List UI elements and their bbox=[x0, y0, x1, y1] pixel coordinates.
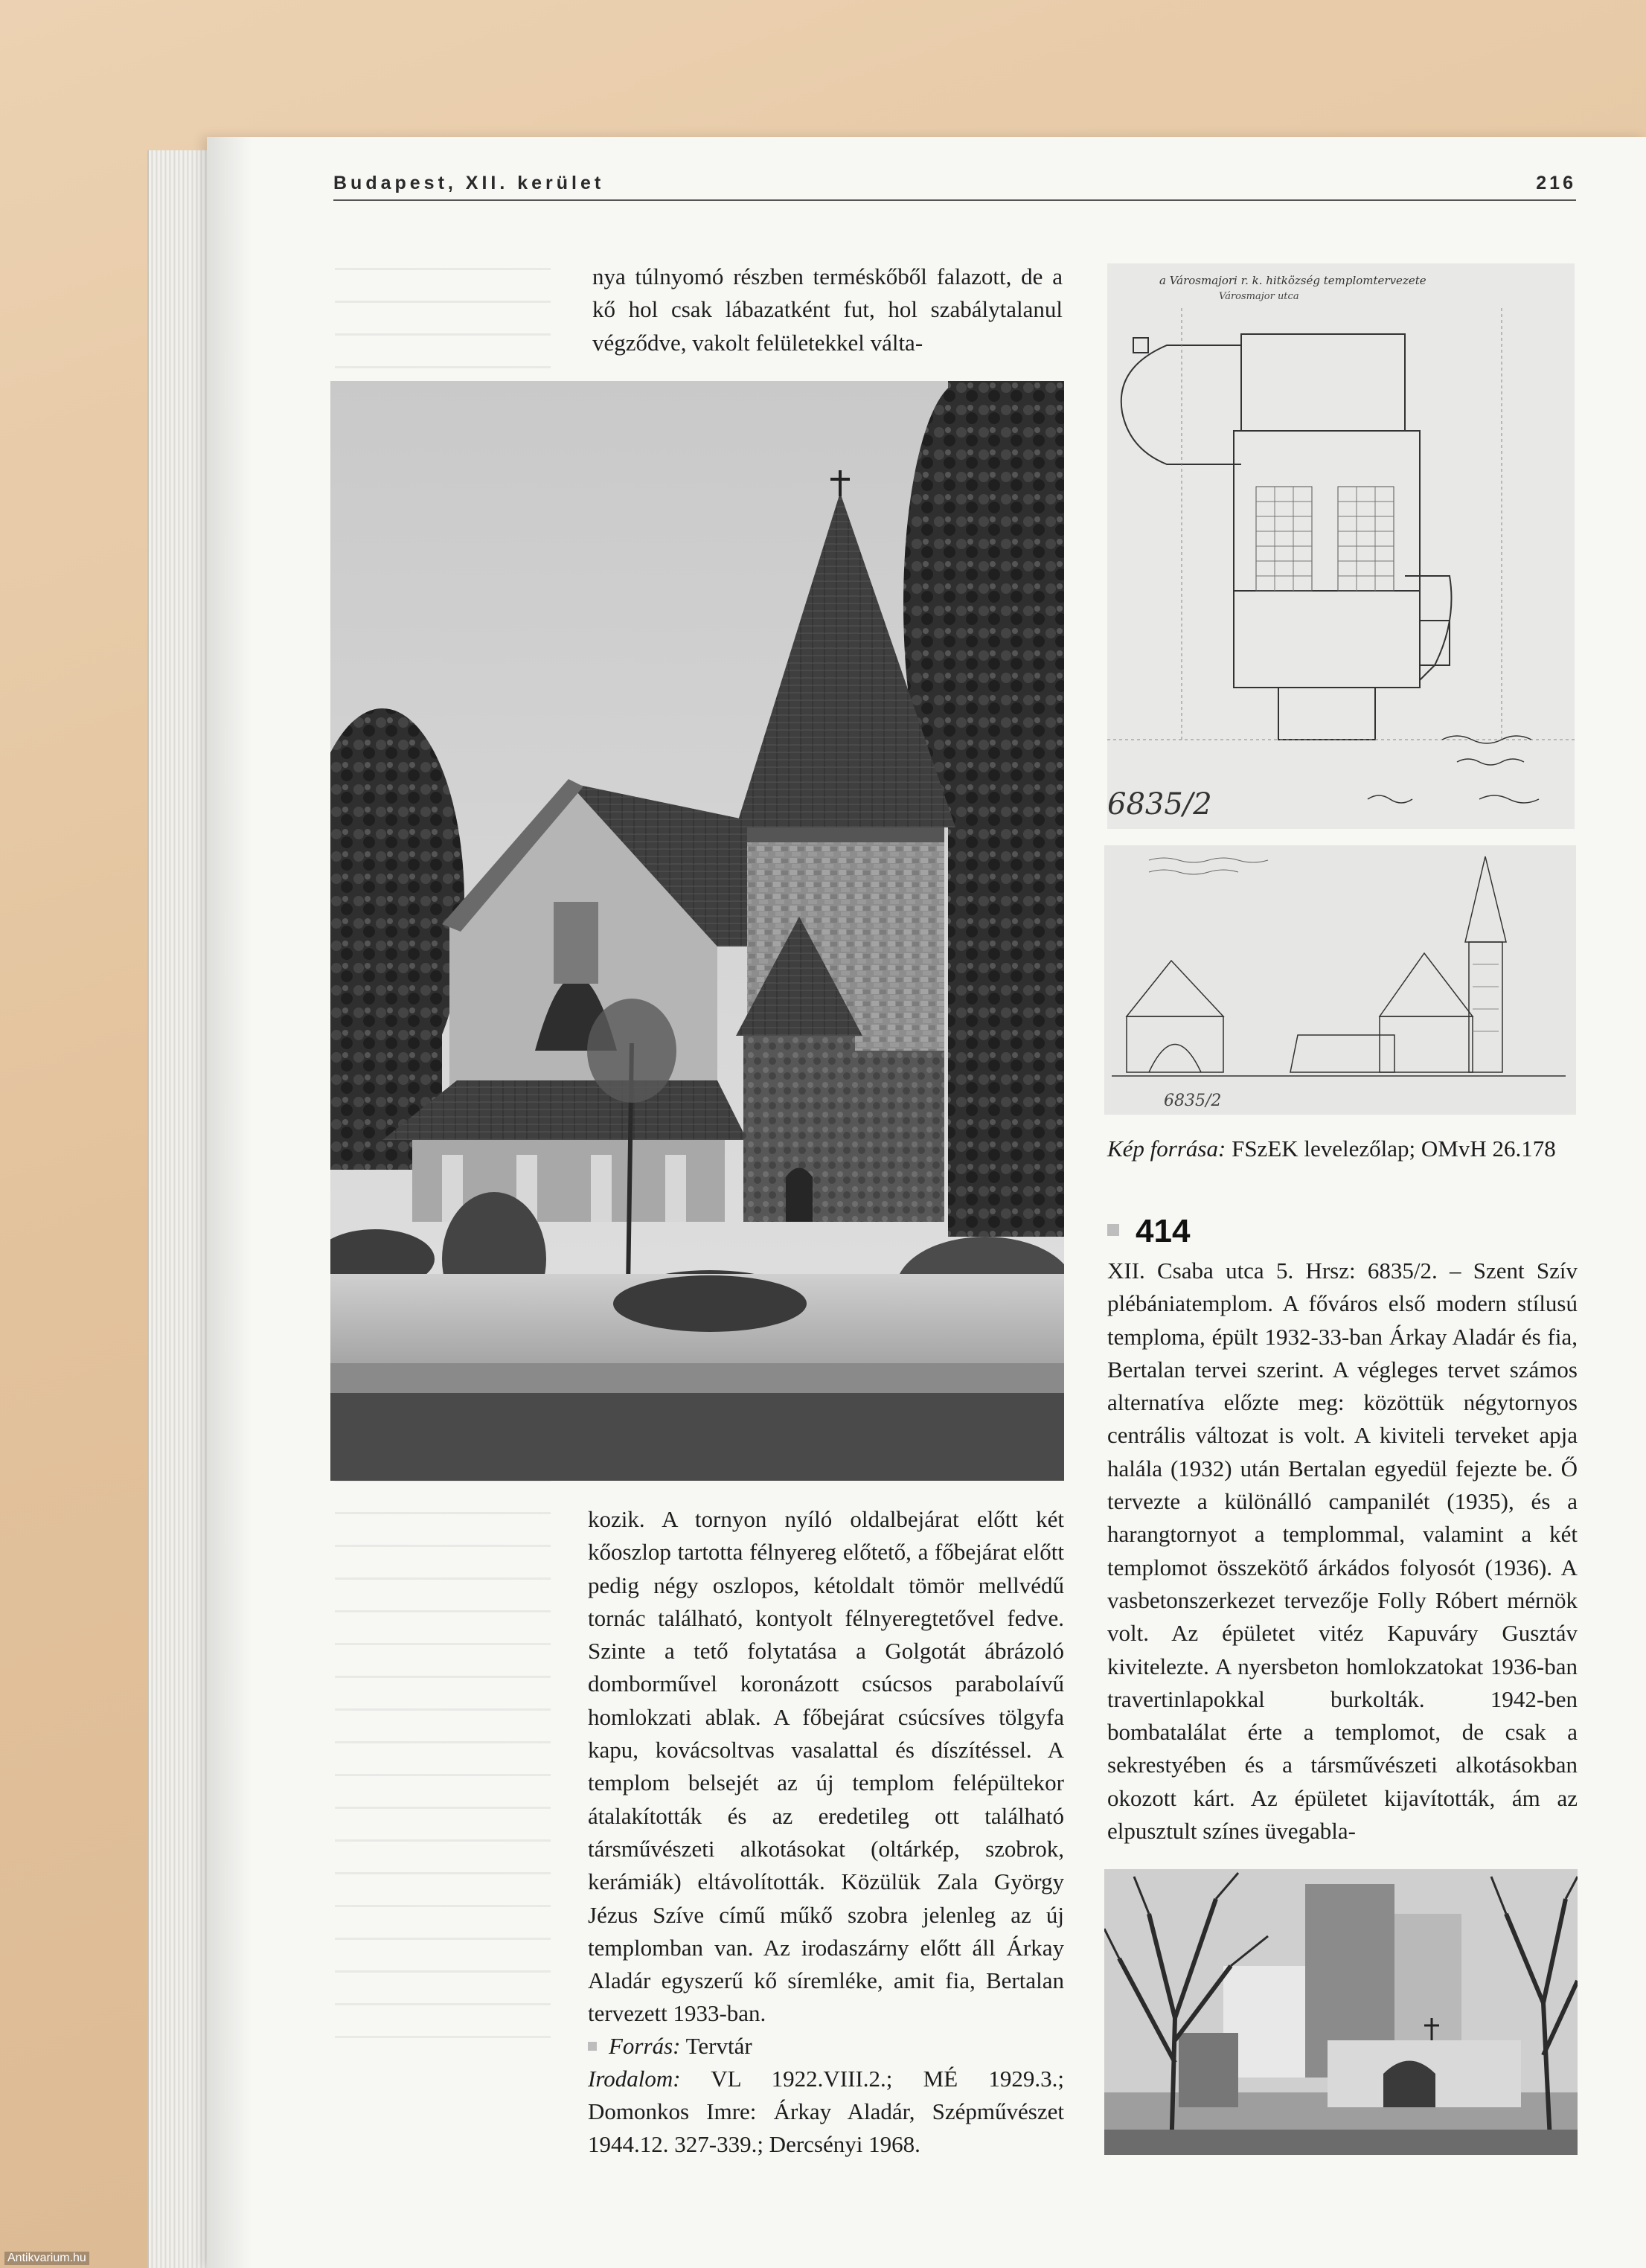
gutter-shadow bbox=[207, 137, 252, 2268]
modern-church-svg bbox=[1104, 1869, 1578, 2155]
running-head-title: Budapest, XII. kerület bbox=[333, 173, 605, 193]
source-value: Tervtár bbox=[680, 2033, 752, 2059]
caption-label: Kép forrása: bbox=[1107, 1135, 1226, 1162]
church-photo bbox=[330, 381, 1064, 1481]
entry-square-icon bbox=[1107, 1224, 1119, 1236]
paragraph-top: nya túlnyomó részben terméskőből falazott, de a kő hol csak lábazatként fut, hol szabálytalanul végződve, vakolt felületekkel válta- bbox=[592, 263, 1063, 356]
entry-heading bbox=[1107, 1213, 1190, 1253]
paragraph-middle: kozik. A tornyon nyíló oldalbejárat előtt két kőoszlop tartotta félnyereg előtető, a főbejárat előtt pedig négy oszlopos, kétoldalt tömör mellvédű tornác található, kontyolt félnyeregtetővel fedve. Szinte a tető folytatása a Golgotát ábrázoló domborművel koronázott csúcsos parabolaívű homlokzati ablak. A főbejárat csúcsíves tölgyfa kapu, kovácsoltvas vasalattal és díszítéssel. A templom belsejét az új templom felépültekor átalakították és az eredetileg ott található társművészeti alkotásokat (oltárkép, szobrok, kerámiák) eltávolították. Közülük Zala György Jézus Szíve című műkő szobra jelenleg az új templomban van. Az irodaszárny előtt áll Árkay Aladár egyszerű kő síremléke, amit fia, Bertalan tervezett 1933-ban. bbox=[588, 1506, 1064, 2027]
running-head bbox=[333, 173, 1576, 201]
watermark: Antikvarium.hu bbox=[4, 2252, 89, 2265]
bullet-square-icon bbox=[588, 2042, 597, 2051]
body-text-top bbox=[592, 260, 1063, 365]
references bbox=[588, 2030, 1064, 2161]
elevation-svg bbox=[1104, 845, 1576, 1115]
literature-value: VL 1922.VIII.2.; MÉ 1929.3.; Domonkos Imre: Árkay Aladár, Szépművészet 1944.12. 327-339.; Dercsényi 1968. bbox=[588, 2066, 1064, 2157]
page-number: 216 bbox=[1536, 173, 1576, 193]
plan-title: a Városmajori r. k. hitközség templomtervezete bbox=[1159, 274, 1426, 287]
image-caption bbox=[1107, 1134, 1578, 1164]
literature-label: Irodalom: bbox=[588, 2066, 681, 2092]
plan-lot-number: 6835/2 bbox=[1107, 787, 1212, 821]
source-line bbox=[588, 2030, 1064, 2063]
elevation-lot-number: 6835/2 bbox=[1164, 1092, 1222, 1110]
page-edges bbox=[147, 150, 216, 2268]
floor-plan-svg bbox=[1107, 263, 1575, 829]
literature-line bbox=[588, 2063, 1064, 2161]
elevation-drawing bbox=[1104, 845, 1576, 1115]
floor-plan-drawing bbox=[1107, 263, 1575, 829]
entry-paragraph: XII. Csaba utca 5. Hrsz: 6835/2. – Szent Szív plébániatemplom. A főváros első modern stílusú temploma, épült 1932-33-ban Árkay Aladár és fia, Bertalan tervei szerint. A végleges tervet számos alternatíva előzte meg: közöttük négytornyos centrális változat is volt. A kiviteli terveket apja halála (1932) után Bertalan egyedül fejezte be. Ő tervezte a különálló campanilét (1935), és a harangtornyot a templommal, valamint a két templomot összekötő árkádos folyosót (1936). A vasbetonszerkezet tervezője Folly Róbert mérnök volt. Az épületet vitéz Kapuváry Gusztáv kivitelezte. A nyersbeton homlokzatokat 1936-ban travertinlapokkal burkolták. 1942-ben bombatalálat érte a templomot, de csak a sekrestyében és a társművészeti alkotásokban okozott kárt. Az épületet kijavították, ám az elpusztult színes üvegabla- bbox=[1107, 1258, 1578, 1845]
plan-subtitle: Városmajor utca bbox=[1219, 291, 1299, 302]
entry-text bbox=[1107, 1255, 1578, 1850]
body-text-middle bbox=[588, 1503, 1064, 2031]
church-photo-drawing bbox=[330, 381, 1064, 1481]
caption-value: FSzEK levelezőlap; OMvH 26.178 bbox=[1226, 1135, 1556, 1162]
entry-number: 414 bbox=[1136, 1213, 1191, 1249]
source-label: Forrás: bbox=[609, 2033, 681, 2059]
modern-church-photo bbox=[1104, 1869, 1578, 2155]
